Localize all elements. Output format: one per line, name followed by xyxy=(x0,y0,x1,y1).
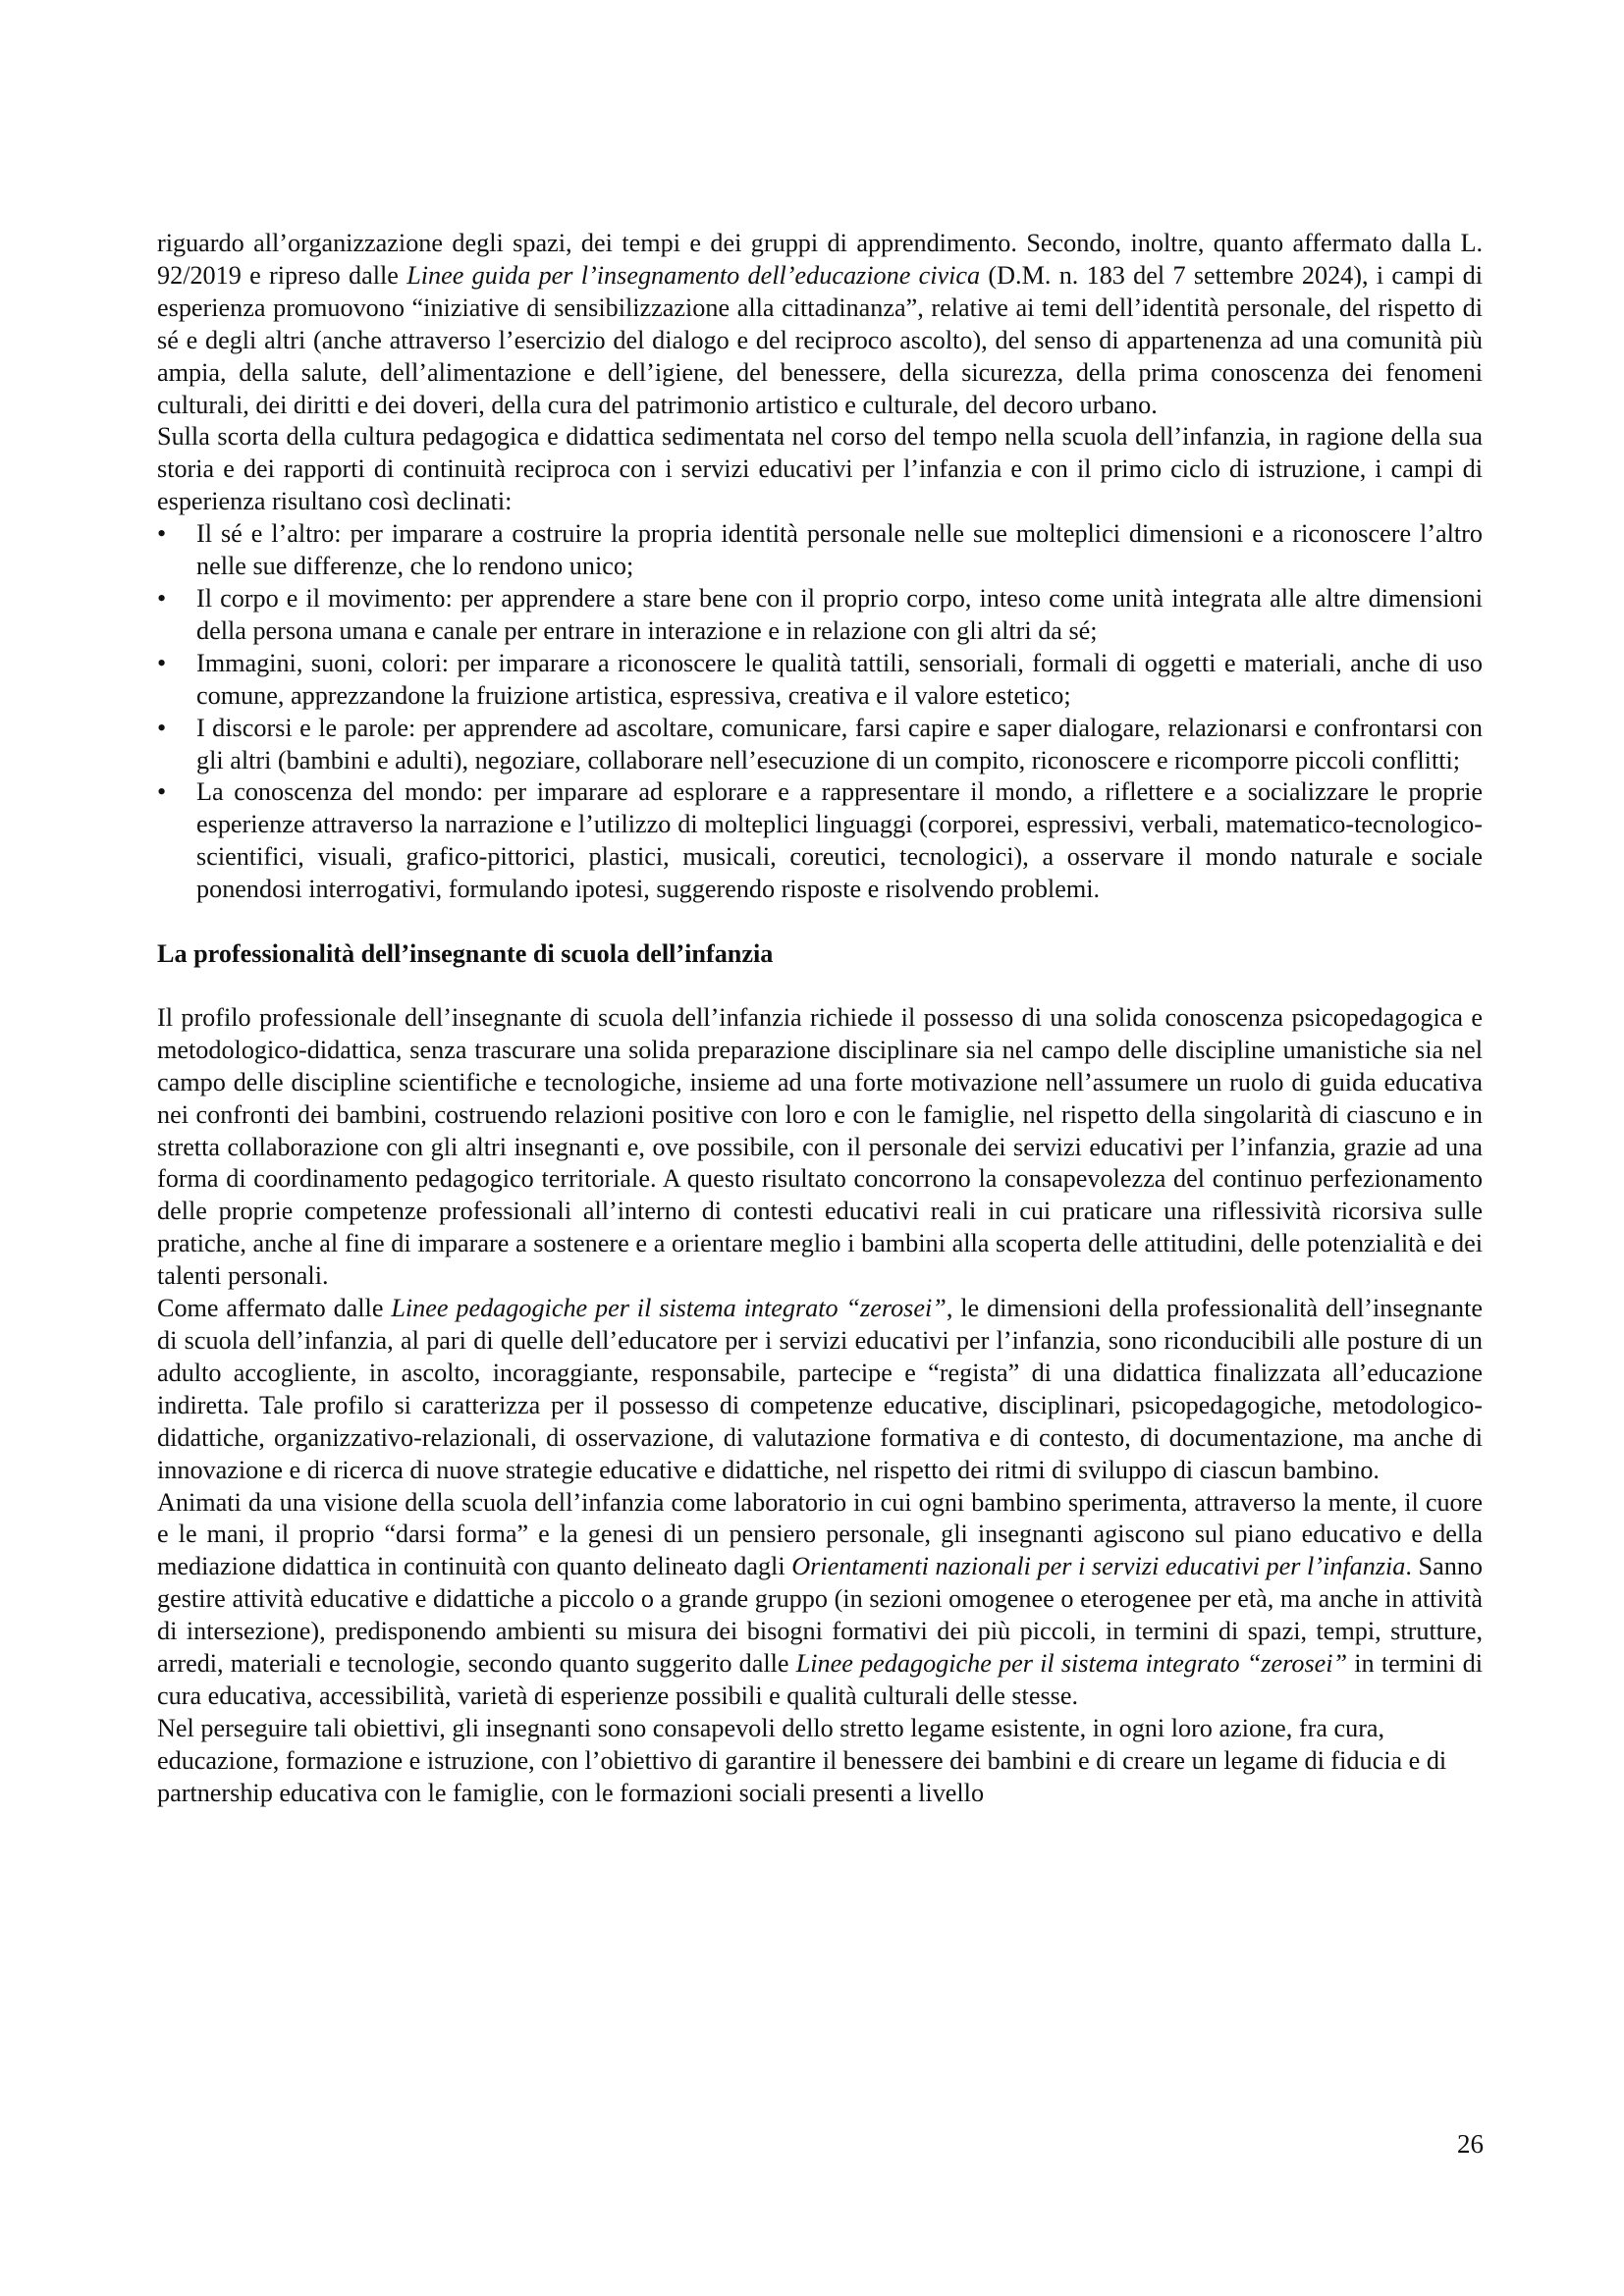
list-item xyxy=(157,776,1483,906)
list-item-text: Il corpo e il movimento: per apprendere a stare bene con il proprio corpo, inteso come unità integrata alle altre dimensioni della persona umana e canale per entrare in interazione e in relazione con gli altri da sé; xyxy=(196,583,1483,645)
paragraph-intro xyxy=(157,228,1483,421)
paragraph-professional-dimensions xyxy=(157,1293,1483,1486)
paragraph-fields-intro: Sulla scorta della cultura pedagogica e didattica sedimentata nel corso del tempo nella scuola dell’infanzia, in ragione della sua storia e dei rapporti di continuità reciproca con i servizi educativi per l’infanzia e con il primo ciclo di istruzione, i campi di esperienza risultano così declinati: xyxy=(157,422,1483,516)
bullet-icon: • xyxy=(157,519,167,549)
paragraph-objectives: Nel perseguire tali obiettivi, gli insegnanti sono consapevoli dello stretto legame esistente, in ogni loro azione, fra cura, educazione, formazione e istruzione, con l’obiettivo di garantire il benessere dei bambini e di creare un legame di fiducia e di partnership educativa con le famiglie, con le formazioni sociali presenti a livello xyxy=(157,1713,1447,1807)
paragraph-text: , le dimensioni della professionalità dell’insegnante di scuola dell’infanzia, al pari di quelle dell’educatore per i servizi educativi per l’infanzia, sono riconducibili alle posture di un adulto accogliente, in ascolto, incoraggiante, responsabile, partecipe e “regista” di una didattica finalizzata all’educazione indiretta. Tale profilo si caratterizza per il possesso di competenze educative, disciplinari, psicopedagogiche, metodologico-didattiche, organizzativo-relazionali, di osservazione, di valutazione formativa e di contesto, di documentazione, ma anche di innovazione e di ricerca di nuove strategie educative e didattiche, nel rispetto dei ritmi di sviluppo di ciascun bambino. xyxy=(157,1294,1484,1484)
list-item xyxy=(157,648,1483,713)
list-item-text: La conoscenza del mondo: per imparare ad esplorare e a rappresentare il mondo, a riflettere e a socializzare le proprie esperienze attraverso la narrazione e l’utilizzo di molteplici linguaggi (corporei, espressivi, verbali, matematico-tecnologico-scientifici, visuali, grafico-pittorici, plastici, musicali, coreutici, tecnologici), a osservare il mondo naturale e sociale ponendosi interrogativi, formulando ipotesi, suggerendo risposte e risolvendo problemi. xyxy=(196,777,1483,904)
paragraph-teacher-profile: Il profilo professionale dell’insegnante di scuola dell’infanzia richiede il possesso di una solida conoscenza psicopedagogica e metodologico-didattica, senza trascurare una solida preparazione disciplinare sia nel campo delle discipline umanistiche sia nel campo delle discipline scientifiche e tecnologiche, insieme ad una forte motivazione nell’assumere un ruolo di guida educativa nei confronti dei bambini, costruendo relazioni positive con loro e con le famiglie, nel rispetto della singolarità di ciascuno e in stretta collaborazione con gli altri insegnanti e, ove possibile, con il personale dei servizi educativi per l’infanzia, grazie ad una forma di coordinamento pedagogico territoriale. A questo risultato concorrono la consapevolezza del continuo perfezionamento delle proprie competenze professionali all’interno di contesti educativi reali in cui praticare una riflessività ricorsiva sulle pratiche, anche al fine di imparare a sostenere e a orientare meglio i bambini alla scoperta delle attitudini, delle potenzialità e dei talenti personali. xyxy=(157,1002,1483,1291)
paragraph-text: Come affermato dalle xyxy=(157,1294,392,1323)
page-body xyxy=(157,228,1483,1810)
paragraph-text: in termini di cura educativa, accessibilità, varietà di esperienze possibili e qualità culturali delle stesse. xyxy=(157,1649,1483,1710)
list-item xyxy=(157,713,1483,777)
paragraph-text: Animati da una visione della scuola dell’infanzia come laboratorio in cui ogni bambino sperimenta, attraverso la mente, il cuore e le mani, il proprio “darsi forma” e la genesi di un pensiero personale, gli insegnanti agiscono sul piano educativo e della mediazione didattica in continuità con quanto delineato dagli xyxy=(157,1487,1483,1581)
list-item-text: Il sé e l’altro: per imparare a costruire la propria identità personale nelle sue molteplici dimensioni e a riconoscere l’altro nelle sue differenze, che lo rendono unico; xyxy=(196,519,1483,581)
bullet-icon: • xyxy=(157,713,167,742)
paragraph-laboratory-vision xyxy=(157,1487,1483,1713)
section-heading: La professionalità dell’insegnante di scuola dell’infanzia xyxy=(157,939,774,969)
document-title-reference: Linee pedagogiche per il sistema integrato “zerosei” xyxy=(391,1294,947,1323)
bullet-icon: • xyxy=(157,583,167,613)
document-title-reference: Linee guida per l’insegnamento dell’educazione civica xyxy=(406,260,981,290)
list-item xyxy=(157,518,1483,583)
document-title-reference: Linee pedagogiche per il sistema integrato “zerosei” xyxy=(795,1649,1348,1679)
bullet-icon: • xyxy=(157,777,167,807)
paragraph-text: . Sanno gestire attività educative e didattiche a piccolo o a grande gruppo (in sezioni omogenee o eterogenee per età, ma anche in attività di intersezione), predisponendo ambienti su misura dei bisogni formativi dei più piccoli, in termini di spazi, tempi, strutture, arredi, materiali e tecnologie, secondo quanto suggerito dalle xyxy=(157,1552,1484,1679)
list-item-text: I discorsi e le parole: per apprendere ad ascoltare, comunicare, farsi capire e saper dialogare, relazionarsi e confrontarsi con gli altri (bambini e adulti), negoziare, collaborare nell’esecuzione di un compito, riconoscere e ricomporre piccoli conflitti; xyxy=(196,713,1483,774)
document-title-reference: Orientamenti nazionali per i servizi educativi per l’infanzia xyxy=(791,1552,1406,1581)
list-item-text: Immagini, suoni, colori: per imparare a riconoscere le qualità tattili, sensoriali, formali di oggetti e materiali, anche di uso comune, apprezzandone la fruizione artistica, espressiva, creativa e il valore estetico; xyxy=(196,648,1483,710)
list-item xyxy=(157,583,1483,648)
paragraph-text: (D.M. n. 183 del 7 settembre 2024), i campi di esperienza promuovono “iniziative di sensibilizzazione alla cittadinanza”, relative ai temi dell’identità personale, del rispetto di sé e degli altri (anche attraverso l’esercizio del dialogo e del reciproco ascolto), del senso di appartenenza ad una comunità più ampia, della salute, dell’alimentazione e dell’igiene, del benessere, della sicurezza, della prima conoscenza dei fenomeni culturali, dei diritti e dei doveri, della cura del patrimonio artistico e culturale, del decoro urbano. xyxy=(157,260,1484,419)
bullet-icon: • xyxy=(157,648,167,677)
paragraph-text: riguardo all’organizzazione degli spazi, dei tempi e dei gruppi di apprendimento. Secondo, inoltre, quanto affermato dalla L. 92/2019 e ripreso dalle xyxy=(157,229,1483,290)
page-number: 26 xyxy=(1457,2129,1484,2159)
experience-fields-list xyxy=(157,518,1483,906)
